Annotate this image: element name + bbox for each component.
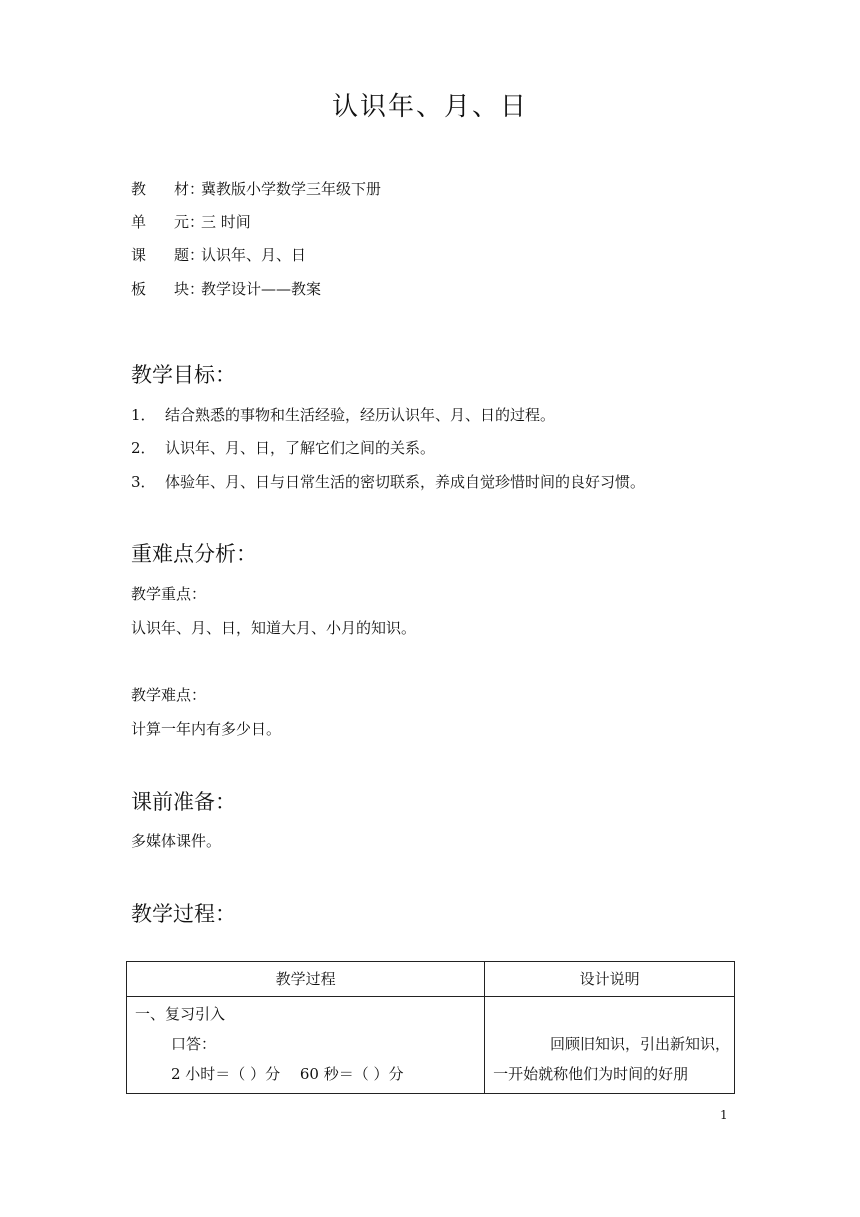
meta-value: 认识年、月、日 [201, 246, 307, 264]
meta-label: 教 [131, 180, 147, 198]
goal-number: 2． [131, 439, 156, 457]
goal-text: 认识年、月、日，了解它们之间的关系。 [165, 439, 436, 457]
page-number: 1 [720, 1108, 728, 1122]
notes-cell [485, 997, 735, 1094]
goal-item [131, 470, 645, 494]
meta-row-section [131, 277, 321, 301]
process-cell [127, 997, 485, 1094]
meta-label: 板 [131, 280, 147, 298]
meta-value: 三 时间 [201, 213, 251, 231]
goal-number: 1． [131, 406, 156, 424]
difficulty-label: 教学难点： [131, 686, 207, 704]
process-table [126, 961, 735, 1094]
goals-heading: 教学目标： [131, 363, 236, 387]
meta-value: 冀教版小学数学三年级下册 [201, 180, 382, 198]
table-header-row [127, 962, 735, 997]
goal-text: 结合熟悉的事物和生活经验，经历认识年、月、日的过程。 [165, 406, 556, 424]
goal-item [131, 403, 555, 427]
focus-text: 认识年、月、日，知道大月、小月的知识。 [131, 619, 417, 637]
meta-label-suffix: 材： [174, 180, 205, 198]
goal-item [131, 436, 435, 460]
process-step-line: 口答： [171, 1035, 217, 1053]
meta-label: 课 [131, 246, 147, 264]
meta-label: 单 [131, 213, 147, 231]
focus-label: 教学重点： [131, 585, 207, 603]
header-notes: 设计说明 [485, 962, 735, 997]
meta-value: 教学设计——教案 [201, 280, 322, 298]
meta-row-unit [131, 210, 251, 234]
meta-label-suffix: 题： [174, 246, 205, 264]
notes-line: 回顾旧知识，引出新知识， [549, 1035, 730, 1053]
meta-label-suffix: 块： [174, 280, 205, 298]
document-title: 认识年、月、日 [331, 92, 528, 122]
goal-number: 3． [131, 473, 156, 491]
notes-line: 一开始就称他们为时间的好朋 [493, 1065, 689, 1083]
process-step-title: 一、复习引入 [135, 1005, 226, 1023]
difficulty-text: 计算一年内有多少日。 [131, 720, 282, 738]
table-row [127, 997, 735, 1094]
process-step-line: 2 小时＝（ ）分 60 秒＝（ ）分 [171, 1065, 404, 1083]
preparation-text: 多媒体课件。 [131, 832, 222, 850]
meta-row-material [131, 177, 381, 201]
preparation-heading: 课前准备： [131, 790, 236, 814]
meta-label-suffix: 元： [174, 213, 205, 231]
meta-row-topic [131, 243, 306, 267]
process-heading: 教学过程： [131, 902, 236, 926]
goal-text: 体验年、月、日与日常生活的密切联系，养成自觉珍惜时间的良好习惯。 [165, 473, 646, 491]
key-points-heading: 重难点分析： [131, 542, 257, 566]
header-process: 教学过程 [127, 962, 485, 997]
